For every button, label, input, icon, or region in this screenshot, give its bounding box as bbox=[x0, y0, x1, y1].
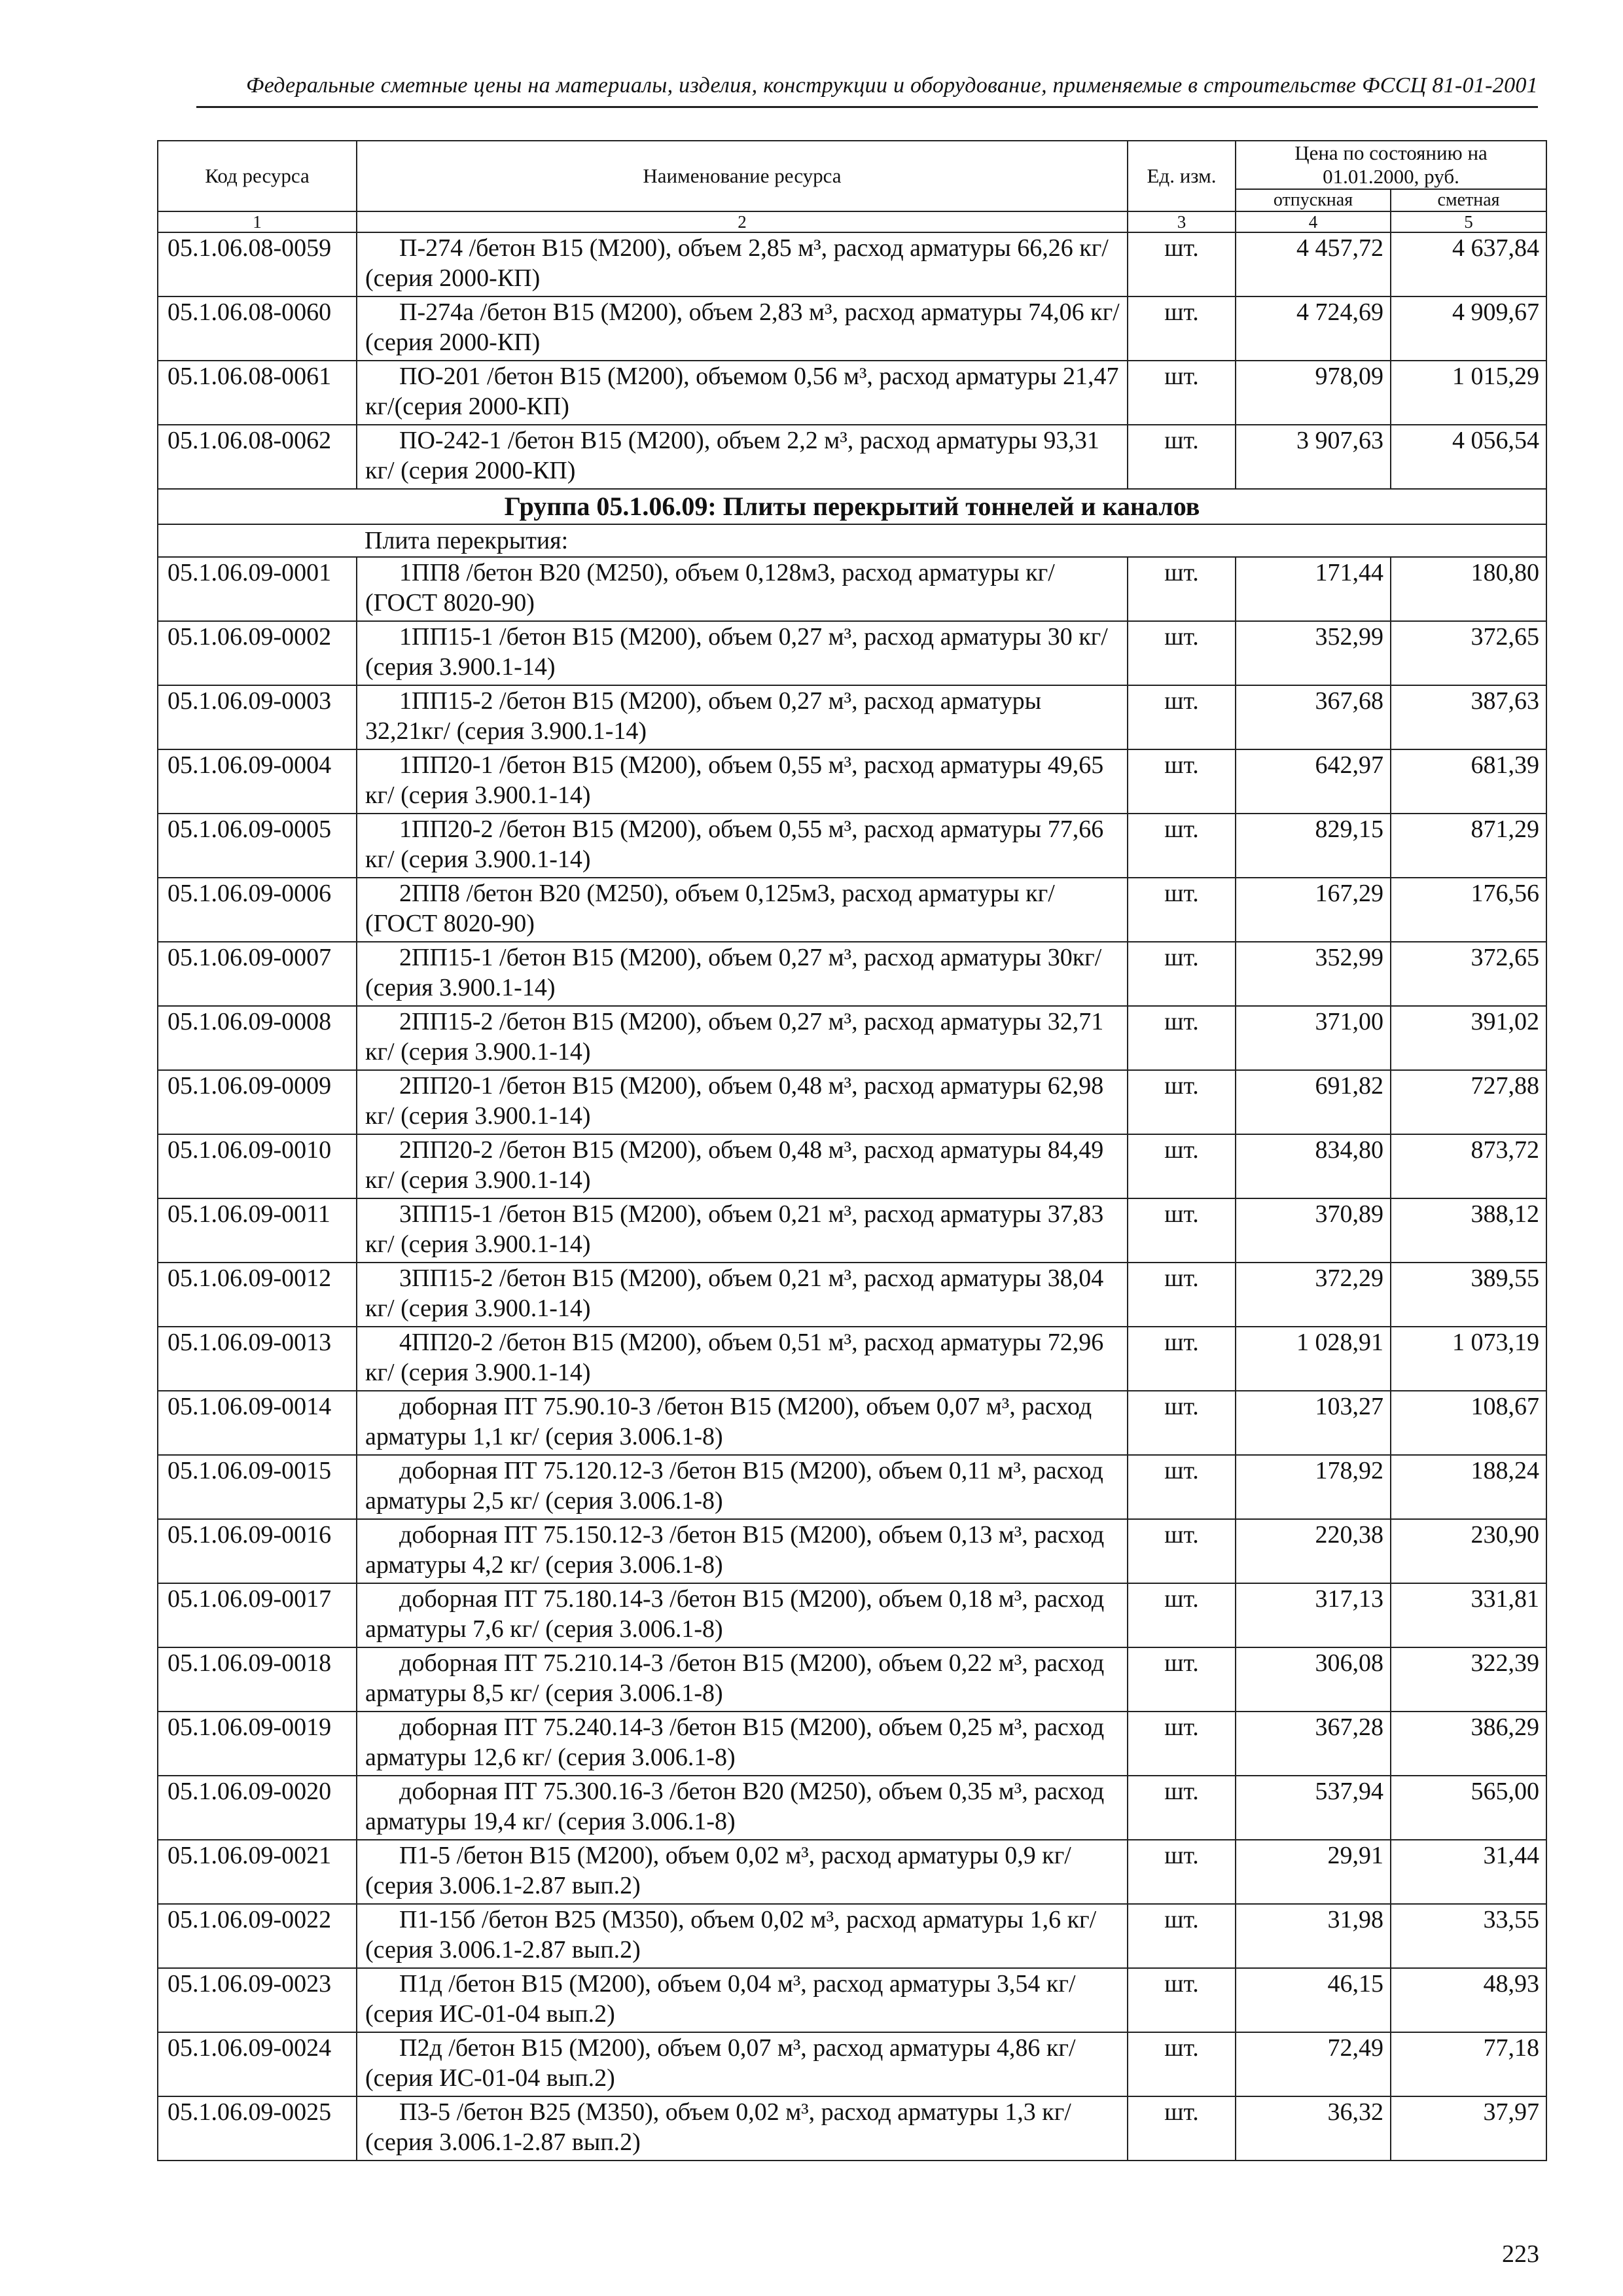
resource-code: 05.1.06.09-0019 bbox=[158, 1712, 357, 1776]
resource-code: 05.1.06.09-0007 bbox=[158, 942, 357, 1006]
resource-code: 05.1.06.09-0012 bbox=[158, 1263, 357, 1327]
table-row bbox=[158, 1519, 1546, 1583]
table-row bbox=[158, 814, 1546, 878]
resource-name: доборная ПТ 75.120.12-3 /бетон В15 (М200), объем 0,11 м³, расход арматуры 2,5 кг/ (серия 3.006.1-8) bbox=[357, 1455, 1128, 1519]
price-estimate: 565,00 bbox=[1391, 1776, 1546, 1840]
resource-name: ПО-242-1 /бетон В15 (М200), объем 2,2 м³, расход арматуры 93,31 кг/ (серия 2000-КП) bbox=[357, 425, 1128, 489]
resource-code: 05.1.06.09-0016 bbox=[158, 1519, 357, 1583]
table-row bbox=[158, 621, 1546, 685]
table-row bbox=[158, 1327, 1546, 1391]
resource-name: 2ПП15-1 /бетон В15 (М200), объем 0,27 м³, расход арматуры 30кг/ (серия 3.900.1-14) bbox=[357, 942, 1128, 1006]
price-release: 103,27 bbox=[1236, 1391, 1391, 1455]
price-release: 642,97 bbox=[1236, 749, 1391, 814]
column-number: 4 bbox=[1236, 211, 1391, 232]
price-release: 178,92 bbox=[1236, 1455, 1391, 1519]
unit-of-measure: шт. bbox=[1128, 749, 1236, 814]
resource-code: 05.1.06.09-0024 bbox=[158, 2032, 357, 2096]
price-release: 352,99 bbox=[1236, 621, 1391, 685]
unit-of-measure: шт. bbox=[1128, 685, 1236, 749]
unit-of-measure: шт. bbox=[1128, 1968, 1236, 2032]
group-title-row bbox=[158, 489, 1546, 524]
unit-of-measure: шт. bbox=[1128, 1006, 1236, 1070]
price-estimate: 4 637,84 bbox=[1391, 232, 1546, 296]
price-estimate: 48,93 bbox=[1391, 1968, 1546, 2032]
column-number: 2 bbox=[357, 211, 1128, 232]
resource-code: 05.1.06.09-0017 bbox=[158, 1583, 357, 1647]
table-row bbox=[158, 1647, 1546, 1712]
unit-of-measure: шт. bbox=[1128, 296, 1236, 361]
price-release: 306,08 bbox=[1236, 1647, 1391, 1712]
price-release: 537,94 bbox=[1236, 1776, 1391, 1840]
resource-code: 05.1.06.09-0004 bbox=[158, 749, 357, 814]
unit-of-measure: шт. bbox=[1128, 1776, 1236, 1840]
price-release: 220,38 bbox=[1236, 1519, 1391, 1583]
price-release: 370,89 bbox=[1236, 1198, 1391, 1263]
header-price-group: Цена по состоянию на 01.01.2000, руб. bbox=[1236, 141, 1546, 189]
unit-of-measure: шт. bbox=[1128, 232, 1236, 296]
resource-code: 05.1.06.09-0021 bbox=[158, 1840, 357, 1904]
resource-code: 05.1.06.09-0002 bbox=[158, 621, 357, 685]
resource-code: 05.1.06.09-0006 bbox=[158, 878, 357, 942]
resource-code: 05.1.06.09-0010 bbox=[158, 1134, 357, 1198]
header-unit: Ед. изм. bbox=[1128, 141, 1236, 211]
subgroup-title: Плита перекрытия: bbox=[365, 527, 569, 554]
unit-of-measure: шт. bbox=[1128, 814, 1236, 878]
resource-name: 2ПП15-2 /бетон В15 (М200), объем 0,27 м³, расход арматуры 32,71 кг/ (серия 3.900.1-14) bbox=[357, 1006, 1128, 1070]
resource-code: 05.1.06.09-0008 bbox=[158, 1006, 357, 1070]
table-row bbox=[158, 296, 1546, 361]
unit-of-measure: шт. bbox=[1128, 1712, 1236, 1776]
resource-code: 05.1.06.09-0009 bbox=[158, 1070, 357, 1134]
unit-of-measure: шт. bbox=[1128, 1840, 1236, 1904]
price-estimate: 33,55 bbox=[1391, 1904, 1546, 1968]
column-number: 1 bbox=[158, 211, 357, 232]
unit-of-measure: шт. bbox=[1128, 1134, 1236, 1198]
table-row bbox=[158, 1198, 1546, 1263]
price-release: 72,49 bbox=[1236, 2032, 1391, 2096]
unit-of-measure: шт. bbox=[1128, 1904, 1236, 1968]
price-release: 29,91 bbox=[1236, 1840, 1391, 1904]
table-row bbox=[158, 1583, 1546, 1647]
resource-name: П2д /бетон В15 (М200), объем 0,07 м³, расход арматуры 4,86 кг/ (серия ИС-01-04 вып.2) bbox=[357, 2032, 1128, 2096]
table-row bbox=[158, 878, 1546, 942]
price-release: 171,44 bbox=[1236, 557, 1391, 621]
column-numbers-row bbox=[158, 211, 1546, 232]
resource-code: 05.1.06.09-0020 bbox=[158, 1776, 357, 1840]
unit-of-measure: шт. bbox=[1128, 361, 1236, 425]
table-body-a bbox=[158, 232, 1546, 489]
unit-of-measure: шт. bbox=[1128, 621, 1236, 685]
resource-name: доборная ПТ 75.150.12-3 /бетон В15 (М200), объем 0,13 м³, расход арматуры 4,2 кг/ (серия 3.006.1-8) bbox=[357, 1519, 1128, 1583]
price-estimate: 31,44 bbox=[1391, 1840, 1546, 1904]
resource-code: 05.1.06.09-0011 bbox=[158, 1198, 357, 1263]
resource-name: доборная ПТ 75.90.10-3 /бетон В15 (М200), объем 0,07 м³, расход арматуры 1,1 кг/ (серия 3.006.1-8) bbox=[357, 1391, 1128, 1455]
price-estimate: 389,55 bbox=[1391, 1263, 1546, 1327]
resource-name: 2ПП8 /бетон В20 (М250), объем 0,125м3, расход арматуры кг/ (ГОСТ 8020-90) bbox=[357, 878, 1128, 942]
price-estimate: 230,90 bbox=[1391, 1519, 1546, 1583]
unit-of-measure: шт. bbox=[1128, 1327, 1236, 1391]
price-release: 317,13 bbox=[1236, 1583, 1391, 1647]
table-header bbox=[158, 141, 1546, 232]
unit-of-measure: шт. bbox=[1128, 1198, 1236, 1263]
price-release: 31,98 bbox=[1236, 1904, 1391, 1968]
unit-of-measure: шт. bbox=[1128, 942, 1236, 1006]
resource-name: 3ПП15-1 /бетон В15 (М200), объем 0,21 м³, расход арматуры 37,83 кг/ (серия 3.900.1-14) bbox=[357, 1198, 1128, 1263]
header-code: Код ресурса bbox=[158, 141, 357, 211]
resource-name: 1ПП15-1 /бетон В15 (М200), объем 0,27 м³, расход арматуры 30 кг/ (серия 3.900.1-14) bbox=[357, 621, 1128, 685]
resource-code: 05.1.06.09-0003 bbox=[158, 685, 357, 749]
table-row bbox=[158, 1455, 1546, 1519]
price-release: 4 724,69 bbox=[1236, 296, 1391, 361]
price-release: 834,80 bbox=[1236, 1134, 1391, 1198]
page-number: 223 bbox=[1502, 2240, 1539, 2268]
price-release: 367,68 bbox=[1236, 685, 1391, 749]
price-estimate: 727,88 bbox=[1391, 1070, 1546, 1134]
resource-name: П1-5 /бетон В15 (М200), объем 0,02 м³, расход арматуры 0,9 кг/ (серия 3.006.1-2.87 вып.2) bbox=[357, 1840, 1128, 1904]
unit-of-measure: шт. bbox=[1128, 1647, 1236, 1712]
header-price-estimate: сметная bbox=[1391, 189, 1546, 211]
table-row bbox=[158, 685, 1546, 749]
price-release: 352,99 bbox=[1236, 942, 1391, 1006]
resource-code: 05.1.06.08-0060 bbox=[158, 296, 357, 361]
price-estimate: 322,39 bbox=[1391, 1647, 1546, 1712]
price-estimate: 388,12 bbox=[1391, 1198, 1546, 1263]
table-row bbox=[158, 425, 1546, 489]
subgroup-spacer bbox=[158, 524, 357, 557]
unit-of-measure: шт. bbox=[1128, 2032, 1236, 2096]
table-row bbox=[158, 2096, 1546, 2161]
table-row bbox=[158, 232, 1546, 296]
table-row bbox=[158, 1712, 1546, 1776]
resource-name: 3ПП15-2 /бетон В15 (М200), объем 0,21 м³, расход арматуры 38,04 кг/ (серия 3.900.1-14) bbox=[357, 1263, 1128, 1327]
table-row bbox=[158, 1968, 1546, 2032]
resource-name: 2ПП20-2 /бетон В15 (М200), объем 0,48 м³, расход арматуры 84,49 кг/ (серия 3.900.1-14) bbox=[357, 1134, 1128, 1198]
price-estimate: 1 073,19 bbox=[1391, 1327, 1546, 1391]
table-row bbox=[158, 1070, 1546, 1134]
resource-code: 05.1.06.09-0005 bbox=[158, 814, 357, 878]
price-release: 829,15 bbox=[1236, 814, 1391, 878]
resource-name: П1-15б /бетон В25 (М350), объем 0,02 м³, расход арматуры 1,6 кг/ (серия 3.006.1-2.87 вып.2) bbox=[357, 1904, 1128, 1968]
resource-name: 4ПП20-2 /бетон В15 (М200), объем 0,51 м³, расход арматуры 72,96 кг/ (серия 3.900.1-14) bbox=[357, 1327, 1128, 1391]
resource-code: 05.1.06.08-0059 bbox=[158, 232, 357, 296]
table-row bbox=[158, 749, 1546, 814]
price-estimate: 77,18 bbox=[1391, 2032, 1546, 2096]
price-estimate: 1 015,29 bbox=[1391, 361, 1546, 425]
price-estimate: 4 909,67 bbox=[1391, 296, 1546, 361]
price-estimate: 372,65 bbox=[1391, 942, 1546, 1006]
price-release: 978,09 bbox=[1236, 361, 1391, 425]
table-row bbox=[158, 1391, 1546, 1455]
group-section bbox=[158, 489, 1546, 557]
unit-of-measure: шт. bbox=[1128, 2096, 1236, 2161]
price-estimate: 188,24 bbox=[1391, 1455, 1546, 1519]
resource-name: доборная ПТ 75.300.16-3 /бетон В20 (М250), объем 0,35 м³, расход арматуры 19,4 кг/ (серия 3.006.1-8) bbox=[357, 1776, 1128, 1840]
resource-name: П-274а /бетон В15 (М200), объем 2,83 м³, расход арматуры 74,06 кг/ (серия 2000-КП) bbox=[357, 296, 1128, 361]
unit-of-measure: шт. bbox=[1128, 425, 1236, 489]
price-estimate: 372,65 bbox=[1391, 621, 1546, 685]
unit-of-measure: шт. bbox=[1128, 557, 1236, 621]
price-estimate: 873,72 bbox=[1391, 1134, 1546, 1198]
running-header: Федеральные сметные цены на материалы, изделия, конструкции и оборудование, применяемые в строительстве ФССЦ 81-01-2001 bbox=[246, 73, 1538, 98]
price-release: 4 457,72 bbox=[1236, 232, 1391, 296]
resource-name: доборная ПТ 75.210.14-3 /бетон В15 (М200), объем 0,22 м³, расход арматуры 8,5 кг/ (серия 3.006.1-8) bbox=[357, 1647, 1128, 1712]
subgroup-title-row bbox=[158, 524, 1546, 557]
price-estimate: 391,02 bbox=[1391, 1006, 1546, 1070]
price-estimate: 387,63 bbox=[1391, 685, 1546, 749]
resource-name: ПО-201 /бетон В15 (М200), объемом 0,56 м³, расход арматуры 21,47 кг/(серия 2000-КП) bbox=[357, 361, 1128, 425]
header-price-release: отпускная bbox=[1236, 189, 1391, 211]
table-row bbox=[158, 557, 1546, 621]
column-number: 3 bbox=[1128, 211, 1236, 232]
price-release: 167,29 bbox=[1236, 878, 1391, 942]
resource-code: 05.1.06.08-0061 bbox=[158, 361, 357, 425]
resource-name: 1ПП20-1 /бетон В15 (М200), объем 0,55 м³, расход арматуры 49,65 кг/ (серия 3.900.1-14) bbox=[357, 749, 1128, 814]
price-release: 3 907,63 bbox=[1236, 425, 1391, 489]
table-row bbox=[158, 1263, 1546, 1327]
resource-name: 1ПП15-2 /бетон В15 (М200), объем 0,27 м³, расход арматуры 32,21кг/ (серия 3.900.1-14) bbox=[357, 685, 1128, 749]
price-release: 36,32 bbox=[1236, 2096, 1391, 2161]
price-release: 371,00 bbox=[1236, 1006, 1391, 1070]
resource-code: 05.1.06.09-0018 bbox=[158, 1647, 357, 1712]
price-estimate: 108,67 bbox=[1391, 1391, 1546, 1455]
unit-of-measure: шт. bbox=[1128, 1455, 1236, 1519]
unit-of-measure: шт. bbox=[1128, 1070, 1236, 1134]
group-title: Группа 05.1.06.09: Плиты перекрытий тоннелей и каналов bbox=[158, 489, 1546, 524]
unit-of-measure: шт. bbox=[1128, 878, 1236, 942]
price-release: 691,82 bbox=[1236, 1070, 1391, 1134]
resource-code: 05.1.06.09-0022 bbox=[158, 1904, 357, 1968]
resource-name: 2ПП20-1 /бетон В15 (М200), объем 0,48 м³, расход арматуры 62,98 кг/ (серия 3.900.1-14) bbox=[357, 1070, 1128, 1134]
resource-name: доборная ПТ 75.240.14-3 /бетон В15 (М200), объем 0,25 м³, расход арматуры 12,6 кг/ (серия 3.006.1-8) bbox=[357, 1712, 1128, 1776]
price-estimate: 871,29 bbox=[1391, 814, 1546, 878]
resource-code: 05.1.06.09-0015 bbox=[158, 1455, 357, 1519]
resource-code: 05.1.06.09-0025 bbox=[158, 2096, 357, 2161]
table-row bbox=[158, 1840, 1546, 1904]
price-release: 1 028,91 bbox=[1236, 1327, 1391, 1391]
table-row bbox=[158, 2032, 1546, 2096]
resource-name: 1ПП20-2 /бетон В15 (М200), объем 0,55 м³, расход арматуры 77,66 кг/ (серия 3.900.1-14) bbox=[357, 814, 1128, 878]
unit-of-measure: шт. bbox=[1128, 1263, 1236, 1327]
unit-of-measure: шт. bbox=[1128, 1583, 1236, 1647]
table-row bbox=[158, 1006, 1546, 1070]
price-estimate: 180,80 bbox=[1391, 557, 1546, 621]
price-estimate: 4 056,54 bbox=[1391, 425, 1546, 489]
price-release: 372,29 bbox=[1236, 1263, 1391, 1327]
resource-name: П1д /бетон В15 (М200), объем 0,04 м³, расход арматуры 3,54 кг/ (серия ИС-01-04 вып.2) bbox=[357, 1968, 1128, 2032]
price-estimate: 37,97 bbox=[1391, 2096, 1546, 2161]
price-estimate: 386,29 bbox=[1391, 1712, 1546, 1776]
resource-code: 05.1.06.08-0062 bbox=[158, 425, 357, 489]
table-body-b bbox=[158, 557, 1546, 2161]
resource-name: 1ПП8 /бетон В20 (М250), объем 0,128м3, расход арматуры кг/ (ГОСТ 8020-90) bbox=[357, 557, 1128, 621]
unit-of-measure: шт. bbox=[1128, 1391, 1236, 1455]
table-row bbox=[158, 361, 1546, 425]
table-row bbox=[158, 1904, 1546, 1968]
resource-code: 05.1.06.09-0013 bbox=[158, 1327, 357, 1391]
price-estimate: 681,39 bbox=[1391, 749, 1546, 814]
table-row bbox=[158, 1134, 1546, 1198]
price-release: 46,15 bbox=[1236, 1968, 1391, 2032]
price-release: 367,28 bbox=[1236, 1712, 1391, 1776]
header-rule bbox=[196, 106, 1538, 108]
resource-name: доборная ПТ 75.180.14-3 /бетон В15 (М200), объем 0,18 м³, расход арматуры 7,6 кг/ (серия 3.006.1-8) bbox=[357, 1583, 1128, 1647]
price-table bbox=[157, 140, 1547, 2161]
resource-code: 05.1.06.09-0014 bbox=[158, 1391, 357, 1455]
resource-name: П-274 /бетон В15 (М200), объем 2,85 м³, расход арматуры 66,26 кг/ (серия 2000-КП) bbox=[357, 232, 1128, 296]
resource-code: 05.1.06.09-0001 bbox=[158, 557, 357, 621]
price-estimate: 331,81 bbox=[1391, 1583, 1546, 1647]
unit-of-measure: шт. bbox=[1128, 1519, 1236, 1583]
header-name: Наименование ресурса bbox=[357, 141, 1128, 211]
column-number: 5 bbox=[1391, 211, 1546, 232]
resource-name: П3-5 /бетон В25 (М350), объем 0,02 м³, расход арматуры 1,3 кг/ (серия 3.006.1-2.87 вып.2) bbox=[357, 2096, 1128, 2161]
table-row bbox=[158, 1776, 1546, 1840]
resource-code: 05.1.06.09-0023 bbox=[158, 1968, 357, 2032]
table-row bbox=[158, 942, 1546, 1006]
price-estimate: 176,56 bbox=[1391, 878, 1546, 942]
